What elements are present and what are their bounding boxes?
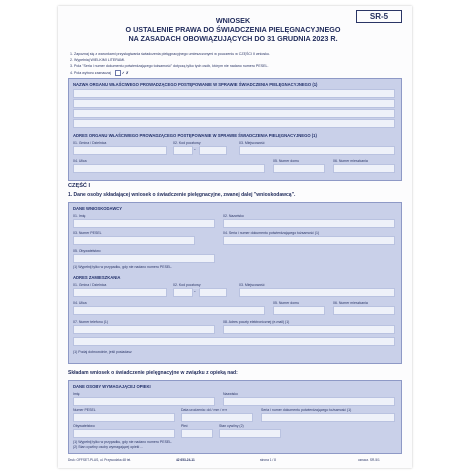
- organ-kod-field-1[interactable]: [173, 146, 193, 155]
- email-field[interactable]: [223, 325, 395, 334]
- applicant-imie-field[interactable]: [73, 219, 215, 228]
- form-title-line2: O USTALENIE PRAWA DO ŚWIADCZENIA PIELĘGNACYJNEGO: [125, 25, 341, 34]
- cared-stan-cywilny-label: Stan cywilny (2): [219, 424, 244, 428]
- cared-data-ur-label: Data urodzenia: dd / mm / rrrr: [181, 408, 227, 412]
- instruction-4: [70, 70, 129, 76]
- address-nr-mieszkania-field[interactable]: [333, 306, 395, 315]
- cared-pesel-label: Numer PESEL: [73, 408, 96, 412]
- organ-name-line1[interactable]: [73, 89, 395, 98]
- applicant-section: [68, 202, 402, 364]
- applicant-pesel-field[interactable]: [73, 236, 195, 245]
- applicant-seria-field[interactable]: [223, 236, 395, 245]
- address-header: ADRES ZAMIESZKANIA: [73, 275, 121, 280]
- cared-data-ur-field[interactable]: [181, 413, 253, 422]
- address-kod-field-1[interactable]: [173, 288, 193, 297]
- address-miejscowosc-label: 03. Miejscowość: [239, 283, 265, 287]
- footer-code: oznacz. SR-5/1: [358, 458, 380, 462]
- footer-printer: Druk: OFFSET-PLUS, ul. Przywodzka 48 tel.: [68, 458, 132, 462]
- postal-dash: -: [194, 147, 196, 153]
- cared-obywatelstwo-label: Obywatelstwo: [73, 424, 95, 428]
- address-nr-domu-field[interactable]: [273, 306, 325, 315]
- email-field-line2[interactable]: [73, 337, 395, 346]
- organ-kod-label: 02. Kod pocztowy: [173, 141, 201, 145]
- address-postal-dash: -: [194, 289, 196, 295]
- cared-imie-label: Imię: [73, 392, 80, 396]
- part1-heading: CZĘŚĆ I: [68, 183, 91, 189]
- address-nr-mieszkania-label: 06. Numer mieszkania: [333, 301, 368, 305]
- instruction-3: 3. Pola "Seria i numer dokumentu potwierdzającego tożsamość" dotyczą tylko tych osób, którym nie nadano numeru PESEL.: [70, 64, 269, 68]
- optional-note: (1) Podaj dobrowolnie, jeśli posiadasz: [73, 350, 132, 354]
- email-label: 08. Adres poczty elektronicznej (e-mail) (1): [223, 320, 290, 324]
- organ-miejscowosc-label: 03. Miejscowość: [239, 141, 265, 145]
- applicant-no-pesel-note: (1) Wypełnij tylko w przypadku, gdy nie nadano numeru PESEL.: [73, 265, 173, 269]
- organ-ulica-field[interactable]: [73, 164, 265, 173]
- applicant-seria-label: 04. Seria i numer dokumentu potwierdzającego tożsamość (1): [223, 231, 320, 235]
- cared-obywatelstwo-field[interactable]: [73, 429, 175, 438]
- organ-miejscowosc-field[interactable]: [239, 146, 395, 155]
- applicant-pesel-label: 03. Numer PESEL: [73, 231, 102, 235]
- address-nr-domu-label: 05. Numer domu: [273, 301, 300, 305]
- footer-page: strona 1 / 8: [260, 458, 276, 462]
- address-ulica-field[interactable]: [73, 306, 265, 315]
- cared-plec-label: Płeć: [181, 424, 188, 428]
- applicant-nazwisko-field[interactable]: [223, 219, 395, 228]
- form-title-line3: NA ZASADACH OBOWIĄZUJĄCYCH DO 31 GRUDNIA 2023 R.: [128, 34, 338, 43]
- applicant-nazwisko-label: 02. Nazwisko: [223, 214, 244, 218]
- instruction-1: 1. Zapoznaj się z warunkami przysługiwania świadczenia pielęgnacyjnego umieszczonymi w pouczeniu w CZĘŚCI II wniosku.: [70, 52, 270, 56]
- organ-nr-domu-field[interactable]: [273, 164, 325, 173]
- cared-stan-cywilny-field[interactable]: [219, 429, 281, 438]
- cared-plec-field[interactable]: [181, 429, 213, 438]
- organ-name-line4[interactable]: [73, 119, 395, 128]
- organ-gmina-label: 01. Gmina / Dzielnica: [73, 141, 107, 145]
- organ-gmina-field[interactable]: [73, 146, 167, 155]
- cared-person-header: DANE OSOBY WYMAGAJĄCEJ OPIEKI: [73, 384, 151, 389]
- organ-name-header: NAZWA ORGANU WŁAŚCIWEGO PROWADZĄCEGO POSTĘPOWANIE W SPRAWIE ŚWIADCZENIA PIELĘGNACYJNEGO (1): [73, 82, 318, 87]
- part1-subheading: 1. Dane osoby składającej wniosek o świadczenie pielęgnacyjne, zwanej dalej "wnioskodawcą".: [68, 192, 296, 198]
- address-kod-field-2[interactable]: [199, 288, 227, 297]
- address-kod-label: 02. Kod pocztowy: [173, 283, 201, 287]
- applicant-imie-label: 01. Imię: [73, 214, 86, 218]
- organ-ulica-label: 04. Ulica: [73, 159, 87, 163]
- cared-nazwisko-label: Nazwisko: [223, 392, 238, 396]
- check-mark-icon: ✓: [121, 70, 125, 75]
- cared-pesel-field[interactable]: [73, 413, 175, 422]
- organ-name-line2[interactable]: [73, 99, 395, 108]
- applicant-header: DANE WNIOSKODAWCY: [73, 206, 123, 211]
- address-gmina-field[interactable]: [73, 288, 167, 297]
- applicant-obywatelstwo-field[interactable]: [73, 254, 215, 263]
- organ-nr-mieszkania-field[interactable]: [333, 164, 395, 173]
- organ-name-line3[interactable]: [73, 109, 395, 118]
- checkbox-example-icon: [115, 70, 121, 76]
- address-miejscowosc-field[interactable]: [239, 288, 395, 297]
- cared-note-1: (1) Wypełnij tylko w przypadku, gdy nie nadano numeru PESEL.: [73, 440, 173, 444]
- telefon-field[interactable]: [73, 325, 215, 334]
- request-text: Składam wniosek o świadczenie pielęgnacyjne w związku z opieką nad:: [68, 370, 238, 376]
- cared-person-section: [68, 380, 402, 454]
- applicant-obywatelstwo-label: 05. Obywatelstwo: [73, 249, 101, 253]
- form-code: SR-5: [356, 10, 402, 23]
- cared-seria-label: Seria i numer dokumentu potwierdzającego tożsamość (1): [261, 408, 352, 412]
- organ-section: [68, 78, 402, 181]
- instruction-2: 2. Wypełniaj WIELKIMI LITERAMI.: [70, 58, 126, 62]
- cared-note-2: (2) Stan cywilny osoby wymagającej opieki ...: [73, 445, 144, 449]
- cared-nazwisko-field[interactable]: [223, 397, 395, 406]
- instruction-4-label: 4. Pola wyboru zaznaczaj: [70, 70, 111, 75]
- footer-phone: 42 653-24-11: [176, 458, 195, 462]
- address-gmina-label: 01. Gmina / Dzielnica: [73, 283, 107, 287]
- form-sheet: [58, 6, 412, 468]
- organ-address-header: ADRES ORGANU WŁAŚCIWEGO PROWADZĄCEGO POSTĘPOWANIE W SPRAWIE ŚWIADCZENIA PIELĘGNACYJNEGO (1): [73, 133, 317, 138]
- organ-kod-field-2[interactable]: [199, 146, 227, 155]
- cross-mark-icon: ✗: [125, 70, 129, 75]
- cared-seria-field[interactable]: [261, 413, 395, 422]
- organ-nr-mieszkania-label: 06. Numer mieszkania: [333, 159, 368, 163]
- organ-nr-domu-label: 05. Numer domu: [273, 159, 300, 163]
- cared-imie-field[interactable]: [73, 397, 215, 406]
- address-ulica-label: 04. Ulica: [73, 301, 87, 305]
- telefon-label: 07. Numer telefonu (1): [73, 320, 109, 324]
- form-title: WNIOSEK: [215, 16, 251, 25]
